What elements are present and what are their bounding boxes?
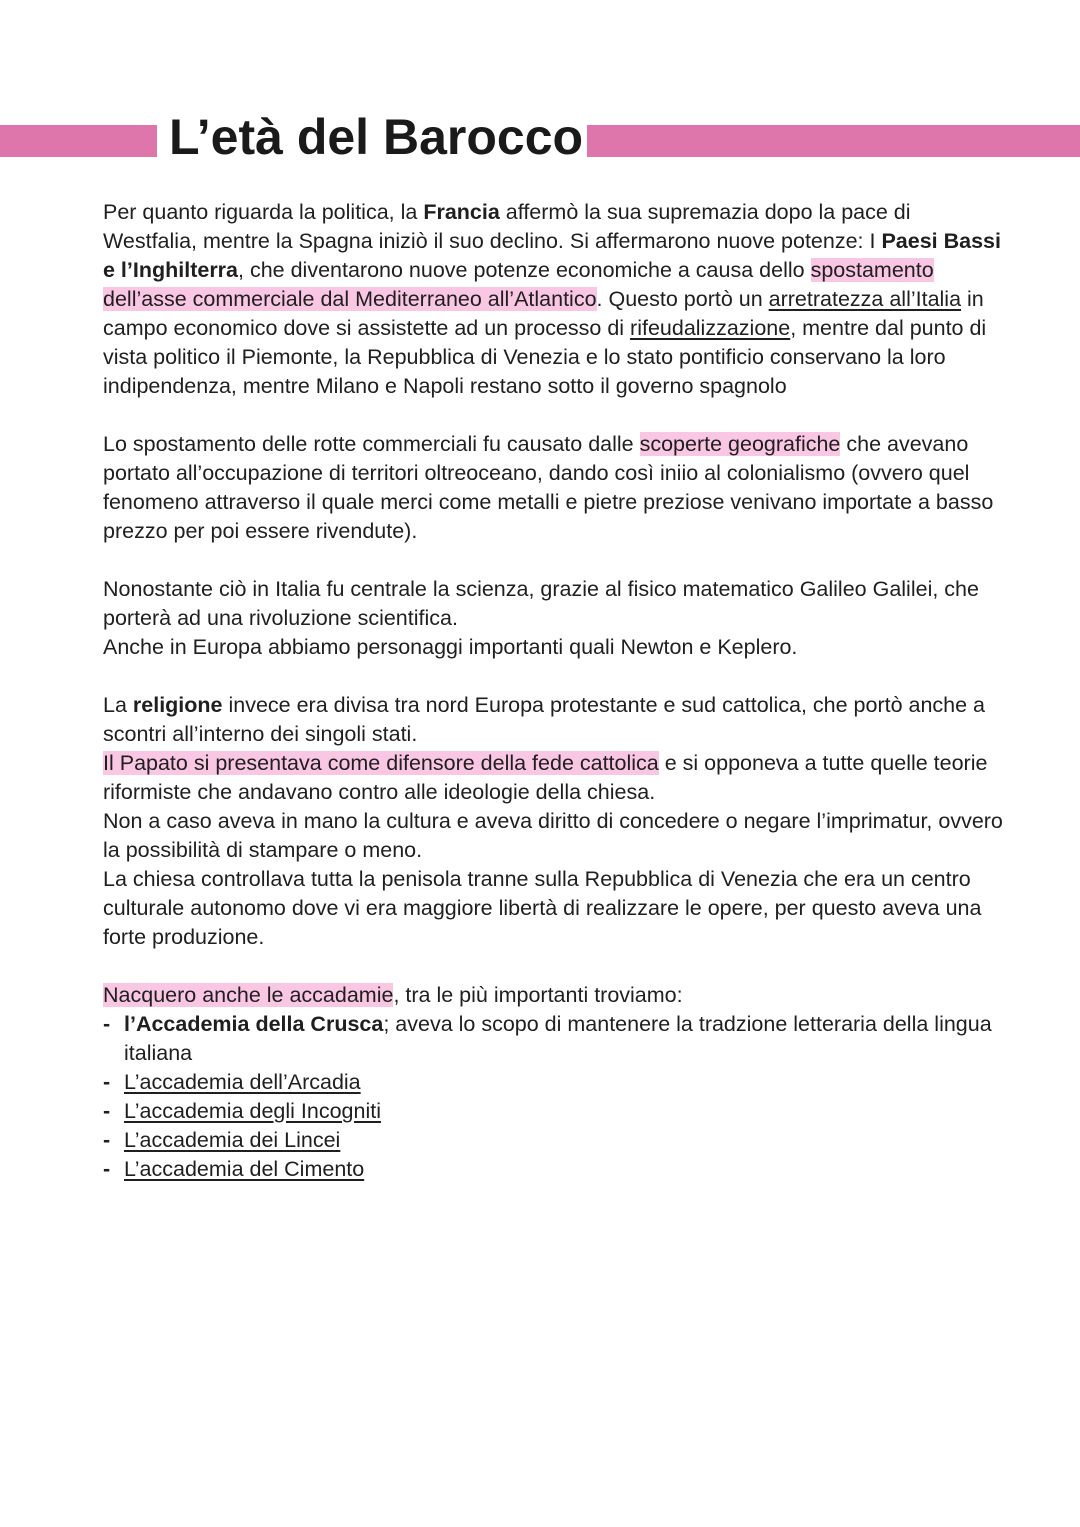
text: Anche in Europa abbiamo personaggi importanti quali Newton e Keplero. xyxy=(103,635,798,659)
highlighted-text: Il Papato si presentava come difensore della fede cattolica xyxy=(103,751,659,775)
paragraph-academies xyxy=(103,981,1003,1010)
underlined-text: L’accademia dell’Arcadia xyxy=(124,1070,361,1094)
underlined-text: L’accademia dei Lincei xyxy=(124,1128,341,1152)
list-item xyxy=(103,1126,1003,1155)
text: in campo economico dove si assistette ad un processo di xyxy=(103,287,984,340)
list-item xyxy=(103,1097,1003,1126)
text: La chiesa controllava tutta la penisola tranne sulla Repubblica di Venezia che era un centro culturale autonomo dove vi era maggiore libertà di realizzare le opere, per questo aveva una forte produzione. xyxy=(103,867,982,949)
list-item xyxy=(103,1155,1003,1184)
paragraph-science xyxy=(103,575,1003,662)
text: , mentre dal punto di vista politico il Piemonte, la Repubblica di Venezia e lo stato pontificio conservano la loro indipendenza, mentre Milano e Napoli restano sotto il governo spagnolo xyxy=(103,316,987,398)
document-body xyxy=(103,198,1003,1184)
text: ; aveva lo scopo di mantenere la tradzione letteraria della lingua italiana xyxy=(124,1012,992,1065)
bold-text: l’Accademia della Crusca xyxy=(124,1012,384,1036)
underlined-text: rifeudalizzazione xyxy=(630,316,791,340)
text: La xyxy=(103,693,133,717)
highlighted-text: scoperte geografiche xyxy=(639,432,841,456)
text: Per quanto riguarda la politica, la xyxy=(103,200,424,224)
underlined-text: L’accademia degli Incogniti xyxy=(124,1099,381,1123)
text: Nonostante ciò in Italia fu centrale la scienza, grazie al fisico matematico Galileo Galilei, che porterà ad una rivoluzione scientifica. xyxy=(103,577,979,630)
text: Non a caso aveva in mano la cultura e aveva diritto di concedere o negare l’imprimatur, ovvero la possibilità di stampare o meno. xyxy=(103,809,1003,862)
list-item xyxy=(103,1068,1003,1097)
academies-list xyxy=(103,1010,1003,1184)
text: , tra le più importanti troviamo: xyxy=(393,983,683,1007)
text: Lo spostamento delle rotte commerciali fu causato dalle xyxy=(103,432,640,456)
highlighted-text: Nacquero anche le accadamie xyxy=(103,983,394,1007)
bold-text: religione xyxy=(132,693,223,717)
underlined-text: arretratezza all’Italia xyxy=(768,287,962,311)
list-item xyxy=(103,1010,1003,1068)
text: affermò la sua supremazia dopo la pace di Westfalia, mentre la Spagna iniziò il suo declino. Si affermarono nuove potenze: I xyxy=(103,200,911,253)
page-title: L’età del Barocco xyxy=(157,105,587,169)
text: , che diventarono nuove potenze economiche a causa dello xyxy=(238,258,811,282)
paragraph-religion xyxy=(103,691,1003,952)
highlighted-text: spostamento dell’asse commerciale dal Mediterraneo all’Atlantico xyxy=(103,258,934,311)
text: . Questo portò un xyxy=(596,287,769,311)
underlined-text: L’accademia del Cimento xyxy=(124,1157,365,1181)
paragraph-politics xyxy=(103,198,1003,401)
text: e si opponeva a tutte quelle teorie riformiste che andavano contro alle ideologie della chiesa. xyxy=(103,751,988,804)
text: invece era divisa tra nord Europa protestante e sud cattolica, che portò anche a scontri all’interno dei singoli stati. xyxy=(103,693,986,746)
paragraph-trade-routes xyxy=(103,430,1003,546)
text: che avevano portato all’occupazione di territori oltreoceano, dando così iniio al colonialismo (ovvero quel fenomeno attraverso il quale merci come metalli e pietre preziose venivano importate a basso prezzo per poi essere rivendute). xyxy=(103,432,994,543)
bold-text: Francia xyxy=(423,200,500,224)
bold-text: Paesi Bassi e l’Inghilterra xyxy=(103,229,1001,282)
